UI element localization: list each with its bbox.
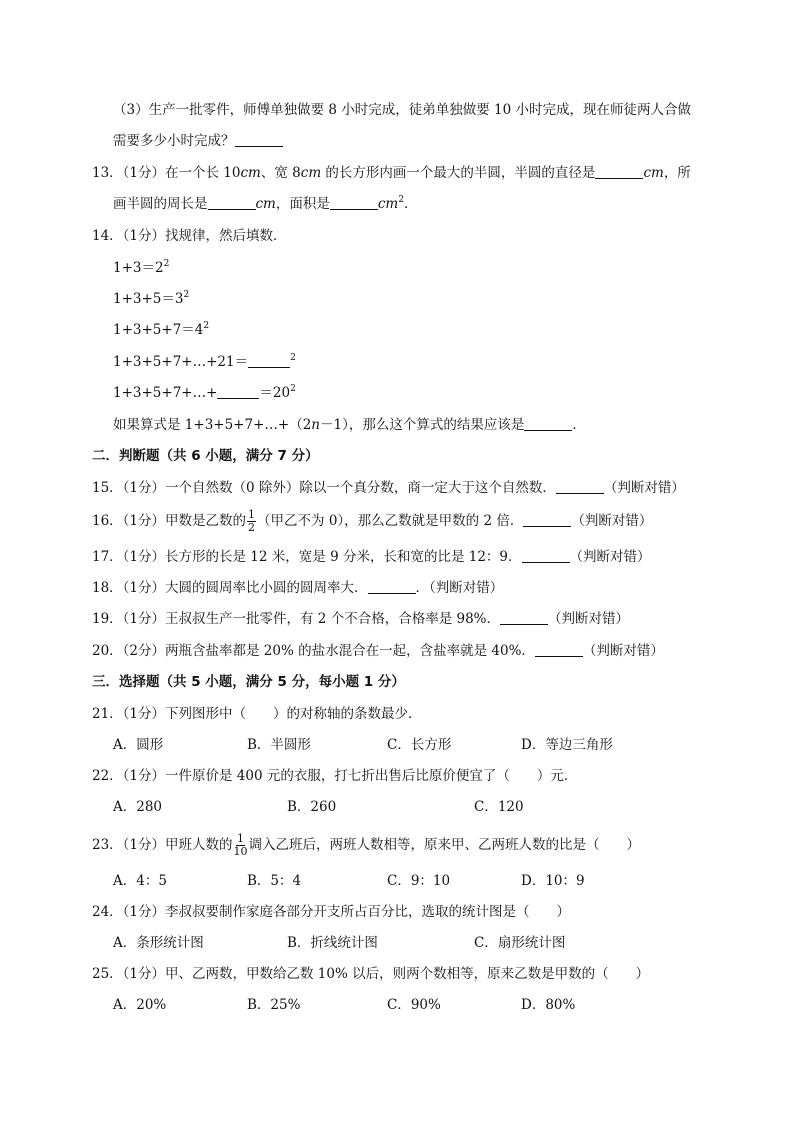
- tail-text: 如果算式是 1+3+5+7+…+（2: [113, 417, 312, 433]
- q15: [92, 478, 685, 498]
- denominator: 2: [248, 521, 256, 534]
- q14-row1: [113, 258, 169, 278]
- fraction: [234, 833, 248, 858]
- stem: 15．（1分）一个自然数（0 除外）除以一个真分数，商一定大于这个自然数．: [92, 480, 556, 496]
- unit-cm: cm: [377, 196, 399, 212]
- q14-row3: [113, 320, 209, 340]
- q16: [92, 509, 652, 534]
- answer-blank[interactable]: [248, 353, 290, 368]
- row-text: 1+3+5+7+…+: [113, 385, 218, 401]
- stem: 23．（1分）甲班人数的: [92, 837, 233, 853]
- q17: [92, 547, 651, 567]
- q13-text-e: 画半圆的周长是: [113, 196, 208, 212]
- row-text: ＝20: [259, 385, 291, 401]
- answer-blank[interactable]: [535, 642, 583, 657]
- q22-option-b[interactable]: B．260: [287, 799, 337, 815]
- tail-text: ．: [572, 417, 586, 433]
- q22-stem: 22．（1分）一件原价是 400 元的衣服，打七折出售后比原价便宜了（ ）元．: [92, 768, 578, 784]
- superscript: 2: [290, 353, 296, 363]
- answer-blank[interactable]: [524, 416, 572, 431]
- q13-text-b: 、宽 8: [260, 165, 301, 181]
- denominator: 10: [233, 845, 248, 858]
- q24-option-b[interactable]: B．折线统计图: [287, 935, 378, 951]
- unit-cm: cm: [240, 165, 261, 181]
- superscript: 2: [290, 384, 296, 394]
- q13-text-c: 的长方形内画一个最大的半圆，半圆的直径是: [321, 165, 596, 181]
- stem: 16．（1分）甲数是乙数的: [92, 513, 247, 529]
- answer-blank[interactable]: [217, 384, 259, 399]
- q12-3-line1: （3）生产一批零件，师傅单独做要 8 小时完成，徒弟单独做要 10 小时完成，现在师徒两人合做: [113, 102, 692, 118]
- numerator: 1: [237, 832, 245, 845]
- q12-3-text: 需要多少小时完成？: [113, 133, 235, 149]
- q24-stem: 24．（1分）李叔叔要制作家庭各部分开支所占百分比，选取的统计图是（ ）: [92, 904, 571, 920]
- q25-option-d[interactable]: D．80%: [521, 997, 576, 1013]
- variable-n: n: [311, 417, 320, 433]
- q25-option-b[interactable]: B．25%: [247, 997, 301, 1013]
- judge-hint: （判断对错）: [582, 643, 664, 659]
- q23-option-c[interactable]: C．9：10: [387, 873, 451, 889]
- q25-option-a[interactable]: A．20%: [113, 997, 167, 1013]
- q20: [92, 641, 664, 661]
- stem: 调入乙班后，两班人数相等，原来甲、乙两班人数的比是（ ）: [248, 837, 641, 853]
- row-text: 1+3+5+7+…+21＝: [113, 354, 249, 370]
- superscript: 2: [183, 290, 190, 300]
- q23-option-b[interactable]: B．5：4: [247, 873, 302, 889]
- superscript: 2: [163, 259, 170, 269]
- q23-option-a[interactable]: A．4：5: [113, 873, 167, 889]
- q21-stem: 21．（1分）下列图形中（ ）的对称轴的条数最少．: [92, 706, 422, 722]
- q12-3-line2: [113, 131, 283, 151]
- q14-row4: [113, 352, 296, 372]
- judge-hint: （判断对错）: [569, 549, 651, 565]
- q21-option-a[interactable]: A．圆形: [113, 737, 164, 753]
- numerator: 1: [248, 508, 256, 521]
- answer-blank[interactable]: [522, 548, 570, 563]
- q24-option-a[interactable]: A．条形统计图: [113, 935, 204, 951]
- q22-option-a[interactable]: A．280: [113, 799, 163, 815]
- q14-row2: [113, 289, 189, 309]
- q21-option-b[interactable]: B．半圆形: [247, 737, 311, 753]
- unit-cm: cm: [255, 196, 276, 212]
- section-title-choice: 三．选择题（共 5 小题，满分 5 分，每小题 1 分）: [92, 674, 405, 690]
- q13-text-a: 13．（1分）在一个长 10: [92, 165, 241, 181]
- q23-option-d[interactable]: D．10：9: [521, 873, 585, 889]
- stem: 18．（1分）大圆的圆周率比小圆的圆周率大．: [92, 580, 368, 596]
- answer-blank[interactable]: [595, 164, 643, 179]
- unit-cm: cm: [300, 165, 322, 181]
- answer-blank[interactable]: [500, 610, 548, 625]
- answer-blank[interactable]: [330, 195, 378, 210]
- judge-hint: （判断对错）: [571, 513, 653, 529]
- q22-option-c[interactable]: C．120: [474, 799, 524, 815]
- q14-row5: [113, 383, 296, 403]
- stem: 20．（2分）两瓶含盐率都是 20% 的盐水混合在一起，含盐率就是 40%．: [92, 643, 535, 659]
- q25-stem: 25．（1分）甲、乙两数，甲数给乙数 10% 以后，则两个数相等，原来乙数是甲数的（ ）: [92, 966, 650, 982]
- judge-hint: （判断对错）: [603, 480, 685, 496]
- superscript: 2: [398, 195, 404, 205]
- stem: 19．（1分）王叔叔生产一批零件，有 2 个不合格，合格率是 98%．: [92, 611, 500, 627]
- q13-text-f: ，面积是: [275, 196, 330, 212]
- q13-line2: [113, 194, 417, 214]
- tail-text: －1），那么这个算式的结果应该是: [320, 417, 525, 433]
- q18: [92, 578, 503, 598]
- q25-option-c[interactable]: C．90%: [387, 997, 441, 1013]
- row-text: 1+3＝2: [113, 260, 164, 276]
- q24-option-c[interactable]: C．扇形统计图: [474, 935, 566, 951]
- row-text: 1+3+5＝3: [113, 291, 184, 307]
- q23-stem: [92, 833, 640, 858]
- q21-option-c[interactable]: C．长方形: [387, 737, 452, 753]
- row-text: 1+3+5+7＝4: [113, 322, 204, 338]
- answer-blank[interactable]: [523, 512, 571, 527]
- stem: 17．（1分）长方形的长是 12 米，宽是 9 分米，长和宽的比是 12：9．: [92, 549, 522, 565]
- answer-blank[interactable]: [208, 195, 256, 210]
- stem: （甲乙不为 0），那么乙数就是甲数的 2 倍．: [257, 513, 524, 529]
- answer-blank[interactable]: [556, 479, 604, 494]
- q21-option-d[interactable]: D．等边三角形: [521, 737, 613, 753]
- q13-line1: [92, 163, 691, 183]
- section-title-judgement: 二．判断题（共 6 小题，满分 7 分）: [92, 448, 319, 464]
- judge-hint: ．（判断对错）: [415, 580, 504, 596]
- q13-text-d: ，所: [663, 165, 691, 181]
- superscript: 2: [203, 321, 210, 331]
- unit-cm: cm: [643, 165, 664, 181]
- fraction: [247, 509, 256, 534]
- answer-blank[interactable]: [368, 579, 416, 594]
- judge-hint: （判断对错）: [548, 611, 629, 627]
- q14-tail: [113, 415, 586, 435]
- q14-head: 14．（1分）找规律，然后填数．: [92, 228, 287, 244]
- q19: [92, 609, 629, 629]
- answer-blank[interactable]: [235, 132, 283, 147]
- q13-text-g: ．: [403, 196, 418, 212]
